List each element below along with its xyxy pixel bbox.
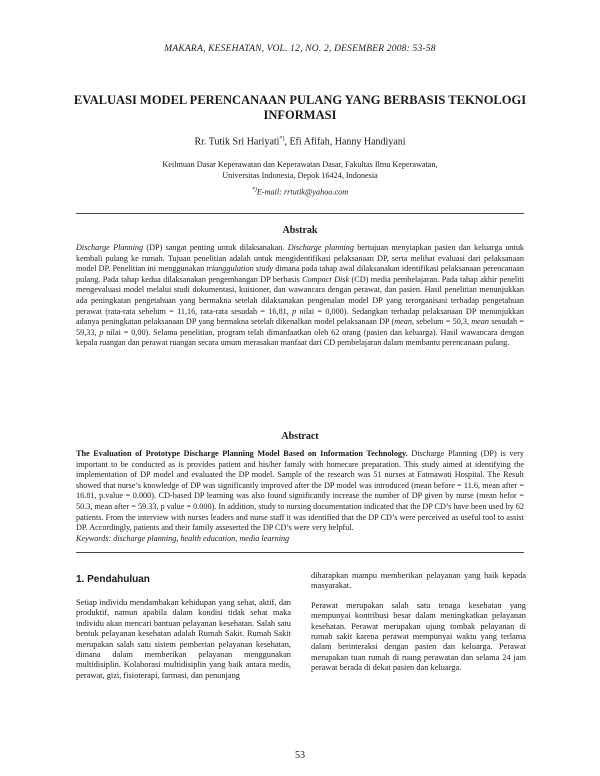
abstrak-text: , sebelum = 50,3, [411, 317, 472, 327]
abstrak-text: (DP) sangat penting untuk dilaksanakan. [143, 243, 288, 252]
abstrak-em: Discharge Planning [76, 243, 144, 252]
author-list [0, 136, 600, 147]
right-column [311, 571, 526, 683]
abstrak-em: mean [471, 317, 489, 327]
corresponding-email [0, 187, 600, 197]
abstract-title: The Evaluation of Prototype Discharge Planning Model Based on Information Technology. [76, 449, 408, 458]
abstract-text: Discharge Planning (DP) is very important to be conducted as is provides patient and his/her family with homecare preparation. This study aimed at identifying the implementation of DP model and evaluated the DP model. Sample of the research was 51 nurses at Fatmawati Hospital. The Result showed that nurse’s knowledge of DP was significantly improved after the DP model was introduced (mean before = 11.6, mean after = 16.81, p.value = 0.000). CD-based DP learning was also found significantly increase the number of DP given by nurse (mean hefor = 50.3, mean after = 59.33, p value = 0.000). In addition, study to nursing documentation indicated that the DP CD’s have been used by 62 patients. From the interview with nurses leaders and nurse staff it was identified that the DP CD’s were perceived as useful tool to assist DP. Accordingly, patients and their family asseserted the DP CD’s were very helpful. [76, 449, 524, 533]
abstrak-em: Discharge planning [287, 243, 354, 252]
paragraph: Perawat merupakan salah satu tenaga kesehatan yang mempunyai kontribusi besar dalam meningkatkan pelayanan kesehatan. Perawat merupakan ujung tombak pelayanan di rumah sakit karena perawat mempunyai waktu yang terlama dalam berinteraksi dengan pasien dan keluarga. Perawat merupakan tuan rumah di ruang perawatan dan selama 24 jam perawat berada di dekat pasien dan keluarga. [311, 600, 526, 673]
abstrak-em: Compact Disk [302, 274, 350, 284]
abstrak-text: bertujuan menyiapkan pasien dan keluarga untuk kembali pulang ke rumah. Tujuan penelitian adalah untuk mengidentifikasi pelaksanaan DP, serta melihat evaluasi dari pelaksanaan model DP. Penelitian ini menggunakan [76, 243, 525, 274]
page-number: 53 [295, 750, 305, 761]
divider-top [76, 213, 524, 214]
email-mark: *) [251, 187, 257, 193]
abstrak-text: dimana pada tahap awal dilaksanakan identifikasi pelaksanaan perencanaan pulang. Pada tahap kedua dilaksanakan pengembangan DP berbasis [76, 264, 524, 284]
paper-title: EVALUASI MODEL PERENCANAAN PULANG YANG BERBASIS TEKNOLOGI INFORMASI [73, 93, 527, 122]
affiliation [0, 159, 600, 181]
abstrak-em: p [99, 327, 104, 337]
other-authors: , Efi Afifah, Hanny Handiyani [284, 136, 406, 148]
author-1: Rr. Tutik Sri Hariyati [194, 136, 280, 148]
keywords: Keywords: discharge planning, health education, media learning [76, 534, 290, 543]
abstrak-text: nilai = 0,00). Selama penelitian, program telah dimanfaatkan oleh 62 orang (pasien dan keluarga). Hasil wawancara dengan kepala ruangan dan perawat ruangan secara umum merasakan manfaat dari CD pembelajaran dalam membantu perencanaan pulang. [76, 327, 525, 348]
abstrak-text: nilai = 0,000). Sedangkan terhadap pelaksanaan DP menunjukkan adanya peningkatan pelaksanaan DP yang bermakna setelah dikenalkan model pelaksanaan DP ( [76, 306, 524, 327]
paragraph: Setiap individu mendambakan kehidupan yang sehat, aktif, dan produktif, namun apabila dalam kondisi tidak sehat maka individu akan mencari bantuan pelayanan kesehatan. Salah satu bentuk pelayanan kesehatan adalah Rumah Sakit. Rumah Sakit merupakan salah satu sistem pemberian pelayanan kesehatan, dimana dalam memberikan pelayanan menggunakan multidisiplin. Kolaborasi multidisiplin yang baik antara medis, perawat, gizi, fisioterapi, farmasi, dan penunjang [76, 598, 291, 680]
email-text: E-mail: rrtutik@yahoo.com [256, 187, 349, 197]
paragraph: diharapkan mampu memberikan pelayanan yang baik kepada masyarakat. [311, 571, 526, 591]
affiliation-line-2: Universitas Indonesia, Depok 16424, Indonesia [222, 171, 378, 180]
affiliation-line-1: Keilmuan Dasar Keperawatan dan Keperawatan Dasar, Fakultas Ilmu Keperawatan, [162, 160, 438, 169]
author-1-mark: *) [279, 136, 285, 142]
divider-bottom [76, 552, 524, 553]
abstrak-heading: Abstrak [282, 225, 318, 236]
abstrak-body [76, 243, 524, 349]
abstrak-em: trianggulation study [206, 264, 274, 274]
abstract-heading: Abstract [281, 431, 319, 442]
abstrak-text: sesudah = 59,33, [76, 317, 525, 337]
abstrak-em: p [292, 306, 297, 316]
left-column [76, 598, 291, 690]
abstrak-em: mean [394, 317, 412, 327]
abstrak-text: (CD) media pembelajaran. Pada tahap akhir peneliti mengevaluasi model melalui studi dokumentasi, kuisioner, dan wawancara dengan perawat, dan pasien. Hasil penelitian menunjukkan ada peningkatan pengetahuan yang bermakna setelah dilaksanakan pengenalan model DP yang terorganisasi terhadap pengetahuan perawat (rata-rata sebelum = 11,16, rata-rata sesudah = 16,81, [76, 274, 524, 316]
section-heading: 1. Pendahuluan [76, 574, 150, 585]
abstract-body [76, 449, 524, 534]
journal-header: MAKARA, KESEHATAN, VOL. 12, NO. 2, DESEMBER 2008: 53-58 [164, 44, 436, 54]
